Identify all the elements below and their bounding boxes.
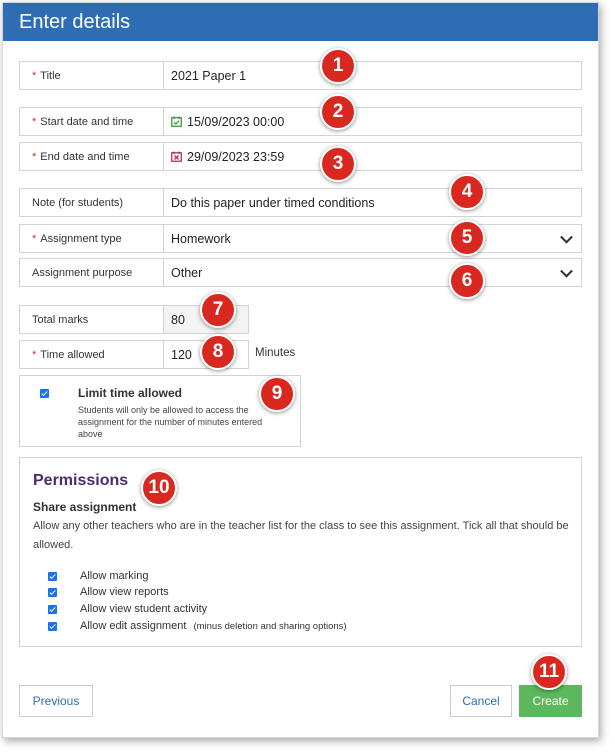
required-marker: * xyxy=(32,69,37,82)
allow-view-activity-label: Allow view student activity xyxy=(80,603,208,615)
total-marks-value: 80 xyxy=(164,306,248,333)
required-marker: * xyxy=(32,150,37,163)
allow-edit-checkbox[interactable] xyxy=(48,622,57,631)
dialog-title: Enter details xyxy=(3,3,598,41)
allow-view-activity-checkbox[interactable] xyxy=(48,605,57,614)
share-assignment-heading: Share assignment xyxy=(33,500,137,514)
share-assignment-desc: Allow any other teachers who are in the teacher list for the class to see this assignment. Tick all that should be allowed. xyxy=(33,520,569,551)
required-marker: * xyxy=(32,232,37,245)
create-button[interactable]: Create xyxy=(519,685,582,717)
callout-badge: 2 xyxy=(320,94,356,130)
assignment-purpose-select[interactable]: Other xyxy=(171,265,203,280)
assignment-type-select[interactable]: Homework xyxy=(171,231,231,246)
note-label: Note (for students) xyxy=(20,189,164,216)
callout-badge: 10 xyxy=(141,470,177,506)
callout-badge: 4 xyxy=(449,174,485,210)
cancel-button[interactable]: Cancel xyxy=(450,685,512,717)
required-marker: * xyxy=(32,115,37,128)
callout-badge: 11 xyxy=(531,654,567,690)
assignment-type-row xyxy=(19,224,582,253)
permissions-heading: Permissions xyxy=(33,472,129,489)
limit-time-desc: Students will only be allowed to access the assignment for the number of minutes entered above xyxy=(78,405,263,439)
time-allowed-label: * Time allowed xyxy=(20,341,164,368)
callout-badge: 6 xyxy=(449,263,485,299)
assignment-purpose-row xyxy=(19,258,582,287)
calendar-check-icon xyxy=(171,116,182,127)
end-date-row xyxy=(19,142,582,171)
allow-view-reports-label: Allow view reports xyxy=(80,586,169,598)
assignment-type-label: * Assignment type xyxy=(20,225,164,252)
limit-time-title: Limit time allowed xyxy=(78,386,183,400)
callout-badge: 9 xyxy=(259,376,295,412)
callout-badge: 7 xyxy=(200,292,236,328)
start-date-label: * Start date and time xyxy=(20,108,164,135)
note-input[interactable]: Do this paper under timed conditions xyxy=(171,195,375,210)
enter-details-dialog xyxy=(2,2,599,738)
time-allowed-input[interactable]: 120 xyxy=(171,347,192,362)
callout-badge: 5 xyxy=(449,220,485,256)
end-date-label: * End date and time xyxy=(20,143,164,170)
limit-time-box xyxy=(19,375,301,447)
start-date-input[interactable]: 15/09/2023 00:00 xyxy=(164,108,581,135)
allow-edit-note: (minus deletion and sharing options) xyxy=(193,621,347,632)
allow-view-reports-checkbox[interactable] xyxy=(48,588,57,597)
calendar-x-icon xyxy=(171,151,182,162)
allow-marking-label: Allow marking xyxy=(80,570,149,582)
title-label: * Title xyxy=(20,62,164,89)
allow-marking-checkbox[interactable] xyxy=(48,572,57,581)
callout-badge: 3 xyxy=(320,146,356,182)
permissions-box xyxy=(19,457,582,647)
assignment-purpose-label: Assignment purpose xyxy=(20,259,164,286)
allow-edit-label: Allow edit assignment (minus deletion and sharing options) xyxy=(80,620,347,632)
required-marker: * xyxy=(32,348,37,361)
end-date-input[interactable]: 29/09/2023 23:59 xyxy=(164,143,581,170)
limit-time-checkbox[interactable] xyxy=(40,389,49,398)
title-input[interactable]: 2021 Paper 1 xyxy=(171,68,247,83)
total-marks-label: Total marks xyxy=(20,306,164,333)
previous-button[interactable]: Previous xyxy=(19,685,93,717)
note-row xyxy=(19,188,582,217)
callout-badge: 8 xyxy=(200,334,236,370)
start-date-row xyxy=(19,107,582,136)
time-unit: Minutes xyxy=(255,347,296,359)
callout-badge: 1 xyxy=(320,48,356,84)
title-row xyxy=(19,61,582,90)
